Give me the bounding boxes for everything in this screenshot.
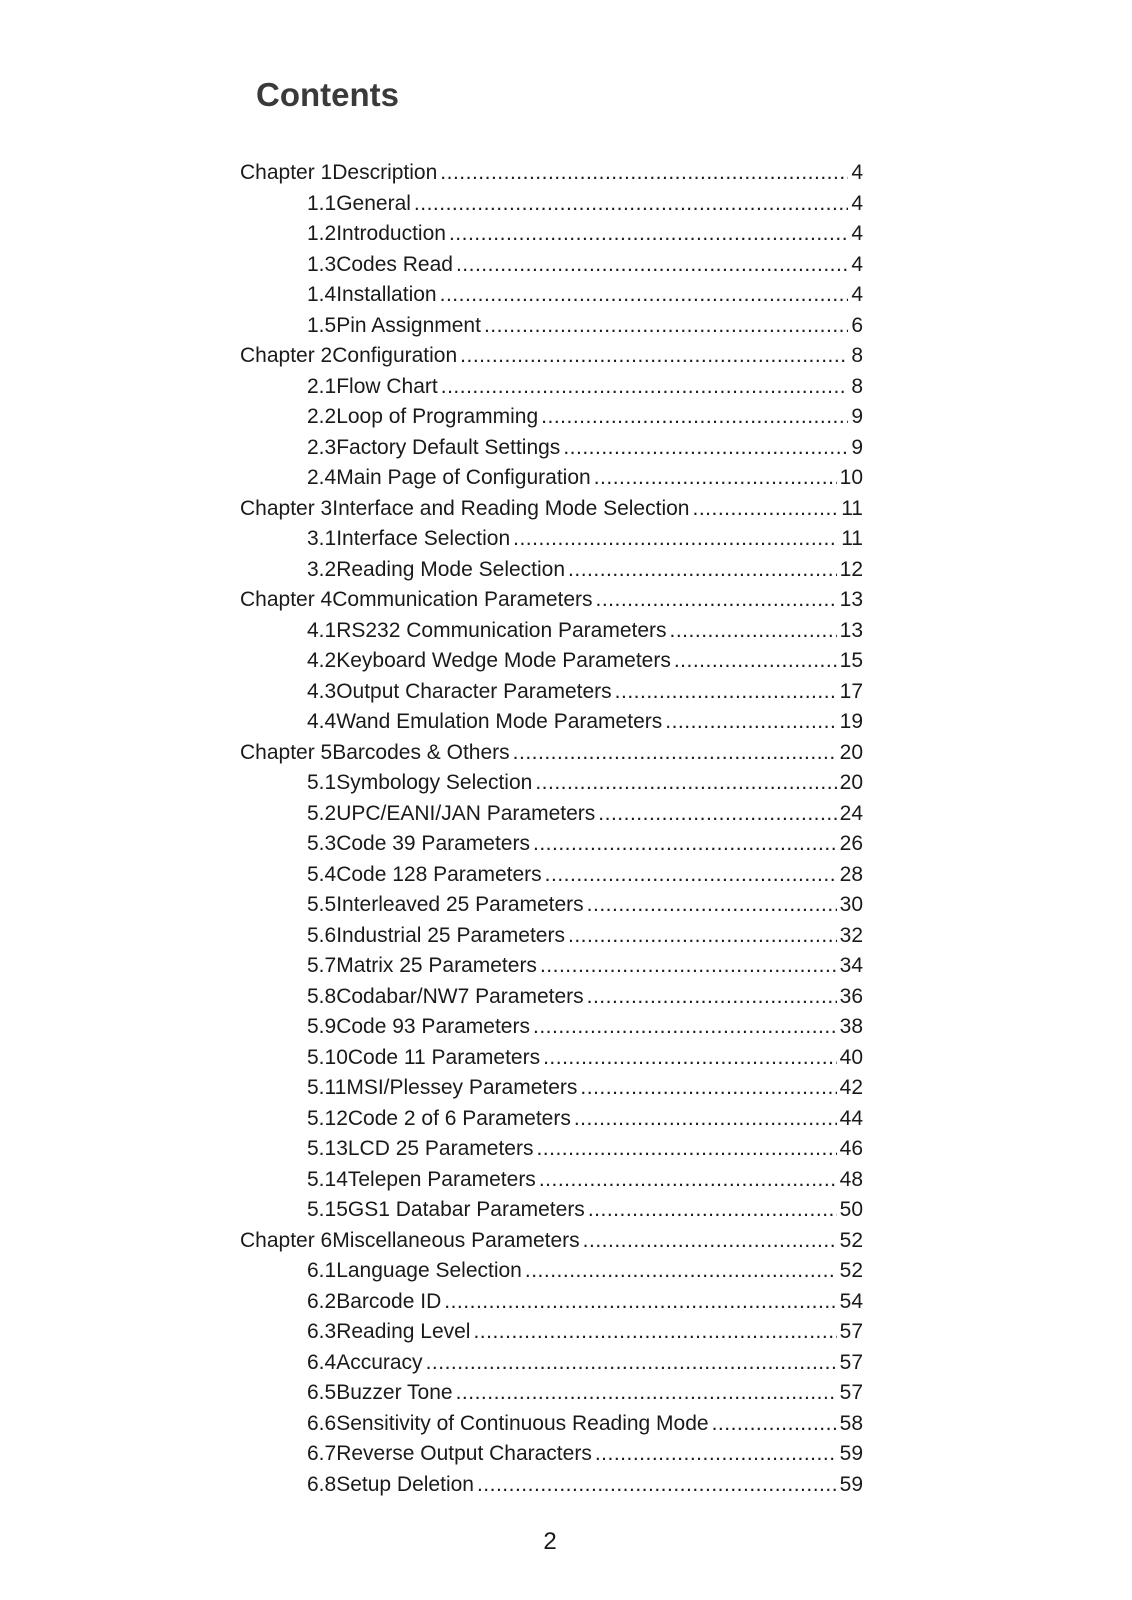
toc-entry-page: 20 [839,740,863,764]
toc-entry-title: Output Character Parameters [336,679,612,703]
toc-entry-title: Wand Emulation Mode Parameters [336,710,663,733]
toc-entry-number: 2.1 [307,374,337,398]
toc-entry-title: Codes Read [336,252,453,276]
toc-entry-page: 36 [839,984,863,1008]
toc-section-entry[interactable] [240,1381,863,1412]
toc-section-entry[interactable] [240,954,863,985]
toc-section-entry[interactable] [240,1290,863,1321]
toc-entry-number: 5.2 [307,801,337,825]
toc-entry-number: 4.3 [307,679,337,703]
toc-section-entry[interactable] [240,1473,863,1504]
toc-entry-title: RS232 Communication Parameters [336,618,667,642]
toc-entry-page: 54 [839,1289,863,1313]
toc-entry-number: 2.3 [307,435,337,459]
toc-entry-title: Symbology Selection [336,771,533,794]
toc-section-entry[interactable] [240,863,863,894]
toc-dot-leader [615,680,837,704]
toc-section-entry[interactable] [240,832,863,863]
toc-entry-title: UPC/EANI/JAN Parameters [336,801,596,825]
toc-dot-leader [670,619,837,643]
toc-dot-leader [414,192,848,216]
toc-entry-title: Barcodes & Others [332,740,510,764]
toc-entry-number: 5.1 [307,771,337,794]
toc-dot-leader [543,1046,837,1070]
toc-entry-number: 6.7 [307,1442,337,1465]
toc-section-entry[interactable] [240,1015,863,1046]
toc-entry-number: 6.8 [307,1472,337,1496]
toc-entry-number: 5.14 [307,1167,348,1191]
toc-entry-number: 5.4 [307,862,337,886]
toc-chapter-entry[interactable] [240,741,863,772]
toc-entry-page: 6 [851,313,863,337]
toc-dot-leader [588,1198,837,1222]
toc-entry-title: Code 2 of 6 Parameters [347,1106,571,1130]
toc-entry-page: 34 [839,954,863,977]
toc-section-entry[interactable] [240,1198,863,1229]
toc-dot-leader [473,1320,836,1344]
toc-section-entry[interactable] [240,466,863,497]
toc-dot-leader [539,1168,837,1192]
toc-section-entry[interactable] [240,405,863,436]
toc-entry-page: 58 [839,1411,863,1435]
toc-chapter-entry[interactable] [240,1229,863,1260]
toc-entry-title: Introduction [336,222,446,245]
toc-entry-page: 38 [839,1015,863,1038]
toc-dot-leader [665,710,836,734]
toc-dot-leader [563,436,848,460]
toc-entry-title: Language Selection [336,1259,522,1282]
toc-section-entry[interactable] [240,924,863,955]
toc-entry-title: Code 128 Parameters [336,862,542,886]
toc-entry-title: Setup Deletion [336,1472,474,1496]
toc-entry-page: 4 [851,252,863,276]
toc-entry-title: Configuration [332,344,458,367]
toc-entry-page: 24 [839,801,863,825]
toc-section-entry[interactable] [240,802,863,833]
toc-entry-title: Flow Chart [336,374,438,398]
toc-dot-leader [426,1351,837,1375]
toc-entry-page: 8 [851,344,863,367]
toc-entry-number: 3.2 [307,557,337,581]
toc-entry-number: Chapter 4 [240,588,333,611]
toc-section-entry[interactable] [240,680,863,711]
toc-entry-title: Reading Mode Selection [336,557,566,581]
toc-entry-page: 12 [839,557,863,581]
toc-dot-leader [580,1076,836,1100]
table-of-contents [240,161,863,1503]
toc-entry-number: 6.4 [307,1350,337,1374]
toc-entry-title: Buzzer Tone [336,1381,453,1404]
toc-dot-leader [533,1015,837,1039]
toc-entry-title: Loop of Programming [336,405,539,428]
toc-entry-number: 6.3 [307,1320,337,1343]
toc-entry-title: Pin Assignment [336,313,481,337]
toc-dot-leader [595,1442,837,1466]
toc-entry-page: 4 [851,283,863,306]
toc-entry-title: Codabar/NW7 Parameters [336,984,584,1008]
toc-entry-page: 40 [839,1045,863,1069]
toc-dot-leader [444,1290,836,1314]
toc-section-entry[interactable] [240,527,863,558]
toc-dot-leader [674,649,837,673]
toc-entry-page: 19 [839,710,863,733]
toc-section-entry[interactable] [240,222,863,253]
toc-entry-page: 4 [851,191,863,215]
toc-dot-leader [456,253,848,277]
toc-dot-leader [536,1137,836,1161]
toc-dot-leader [513,527,838,551]
toc-dot-leader [477,1473,837,1497]
toc-entry-number: 6.1 [307,1259,337,1282]
toc-entry-page: 30 [839,893,863,916]
page-title: Contents [256,76,399,113]
toc-section-entry[interactable] [240,1259,863,1290]
toc-entry-title: General [336,191,411,215]
toc-entry-number: 5.11 [307,1076,347,1099]
toc-dot-leader [440,161,848,185]
toc-entry-number: 3.1 [307,527,337,550]
toc-section-entry[interactable] [240,771,863,802]
toc-entry-page: 20 [839,771,863,794]
toc-entry-page: 8 [851,374,863,398]
toc-section-entry[interactable] [240,1137,863,1168]
toc-entry-page: 10 [839,466,863,489]
toc-entry-page: 13 [839,588,863,611]
toc-entry-page: 42 [839,1076,863,1099]
toc-section-entry[interactable] [240,1442,863,1473]
toc-entry-number: Chapter 1 [240,161,333,184]
toc-entry-number: 6.2 [307,1289,337,1313]
toc-entry-number: 5.5 [307,893,337,916]
toc-section-entry[interactable] [240,1107,863,1138]
toc-section-entry[interactable] [240,558,863,589]
toc-dot-leader [535,771,836,795]
toc-entry-title: Factory Default Settings [336,435,561,459]
toc-entry-title: Accuracy [336,1350,423,1374]
toc-chapter-entry[interactable] [240,497,863,528]
toc-entry-page: 52 [839,1228,863,1252]
toc-chapter-entry[interactable] [240,588,863,619]
toc-entry-number: 4.4 [307,710,337,733]
toc-entry-number: 5.12 [307,1106,348,1130]
toc-entry-title: Code 93 Parameters [336,1015,530,1038]
toc-dot-leader [568,924,837,948]
toc-entry-title: Telepen Parameters [347,1167,536,1191]
toc-dot-leader [541,405,848,429]
toc-entry-title: Matrix 25 Parameters [336,954,537,977]
toc-entry-page: 11 [841,496,863,520]
toc-section-entry[interactable] [240,649,863,680]
toc-entry-title: Code 39 Parameters [336,832,530,855]
toc-entry-page: 44 [839,1106,863,1130]
toc-entry-number: 5.9 [307,1015,337,1038]
toc-entry-page: 50 [839,1198,863,1221]
toc-entry-number: Chapter 5 [240,740,333,764]
toc-entry-title: Communication Parameters [332,588,593,611]
toc-dot-leader [598,802,836,826]
toc-entry-title: Barcode ID [336,1289,442,1313]
toc-chapter-entry[interactable] [240,161,863,192]
toc-section-entry[interactable] [240,1168,863,1199]
toc-entry-title: LCD 25 Parameters [347,1137,534,1160]
toc-entry-number: Chapter 2 [240,344,333,367]
toc-entry-title: Interface Selection [336,527,511,550]
toc-entry-number: 5.15 [307,1198,348,1221]
toc-dot-leader [574,1107,837,1131]
toc-section-entry[interactable] [240,985,863,1016]
toc-entry-title: Keyboard Wedge Mode Parameters [336,649,671,672]
toc-section-entry[interactable] [240,1076,863,1107]
toc-entry-number: 5.3 [307,832,337,855]
toc-dot-leader [596,588,837,612]
toc-entry-number: 1.4 [307,283,337,306]
toc-entry-page: 26 [839,832,863,855]
toc-entry-page: 57 [839,1350,863,1374]
toc-entry-page: 48 [839,1167,863,1191]
toc-entry-number: 1.5 [307,313,337,337]
toc-dot-leader [456,1381,837,1405]
toc-entry-page: 57 [839,1320,863,1343]
toc-entry-number: 1.1 [307,191,337,215]
toc-entry-number: 2.4 [307,466,337,489]
toc-entry-title: Code 11 Parameters [347,1045,541,1069]
toc-entry-title: Interface and Reading Mode Selection [332,496,690,520]
toc-entry-page: 15 [839,649,863,672]
toc-section-entry[interactable] [240,1046,863,1077]
page-number: 2 [543,1528,557,1555]
toc-section-entry[interactable] [240,283,863,314]
toc-entry-page: 28 [839,862,863,886]
toc-section-entry[interactable] [240,436,863,467]
toc-entry-page: 32 [839,923,863,947]
toc-dot-leader [533,832,837,856]
toc-section-entry[interactable] [240,314,863,345]
toc-dot-leader [460,344,848,368]
toc-entry-page: 17 [839,679,863,703]
toc-entry-number: 4.2 [307,649,337,672]
toc-entry-number: 5.10 [307,1045,348,1069]
toc-entry-title: MSI/Plessey Parameters [346,1076,578,1099]
toc-entry-number: 6.6 [307,1411,337,1435]
toc-dot-leader [540,954,837,978]
toc-section-entry[interactable] [240,893,863,924]
toc-entry-number: 6.5 [307,1381,337,1404]
toc-entry-number: 1.2 [307,222,337,245]
toc-entry-page: 9 [851,435,863,459]
toc-dot-leader [583,1229,837,1253]
toc-entry-page: 57 [839,1381,863,1404]
toc-entry-page: 59 [839,1442,863,1465]
toc-entry-title: GS1 Databar Parameters [347,1198,585,1221]
toc-section-entry[interactable] [240,1320,863,1351]
toc-entry-number: Chapter 3 [240,496,333,520]
toc-dot-leader [692,497,838,521]
toc-entry-page: 11 [841,527,863,550]
toc-dot-leader [594,466,837,490]
toc-dot-leader [441,375,848,399]
toc-entry-number: 5.13 [307,1137,348,1160]
toc-entry-number: 5.7 [307,954,337,977]
toc-entry-number: 1.3 [307,252,337,276]
toc-dot-leader [513,741,837,765]
toc-section-entry[interactable] [240,375,863,406]
toc-entry-page: 13 [839,618,863,642]
toc-entry-page: 9 [851,405,863,428]
toc-entry-page: 46 [839,1137,863,1160]
toc-entry-title: Interleaved 25 Parameters [336,893,584,916]
toc-section-entry[interactable] [240,1412,863,1443]
toc-dot-leader [568,558,837,582]
toc-entry-number: 5.8 [307,984,337,1008]
toc-entry-number: Chapter 6 [240,1228,333,1252]
toc-entry-title: Sensitivity of Continuous Reading Mode [336,1411,709,1435]
toc-entry-title: Installation [336,283,437,306]
toc-dot-leader [484,314,848,338]
toc-section-entry[interactable] [240,192,863,223]
toc-entry-page: 4 [851,161,863,184]
toc-dot-leader [712,1412,837,1436]
toc-section-entry[interactable] [240,253,863,284]
toc-dot-leader [587,985,837,1009]
toc-entry-title: Reading Level [336,1320,471,1343]
toc-dot-leader [525,1259,837,1283]
toc-chapter-entry[interactable] [240,344,863,375]
toc-entry-page: 59 [839,1472,863,1496]
toc-entry-number: 5.6 [307,923,337,947]
toc-entry-number: 2.2 [307,405,337,428]
toc-entry-title: Description [332,161,438,184]
toc-entry-page: 4 [851,222,863,245]
toc-entry-title: Miscellaneous Parameters [332,1228,580,1252]
toc-section-entry[interactable] [240,710,863,741]
toc-entry-title: Reverse Output Characters [336,1442,592,1465]
toc-entry-title: Main Page of Configuration [336,466,591,489]
toc-dot-leader [440,283,848,307]
toc-entry-number: 4.1 [307,618,337,642]
toc-dot-leader [449,222,848,246]
toc-section-entry[interactable] [240,619,863,650]
toc-entry-title: Industrial 25 Parameters [336,923,565,947]
toc-dot-leader [587,893,837,917]
toc-dot-leader [545,863,837,887]
toc-section-entry[interactable] [240,1351,863,1382]
toc-entry-page: 52 [839,1259,863,1282]
